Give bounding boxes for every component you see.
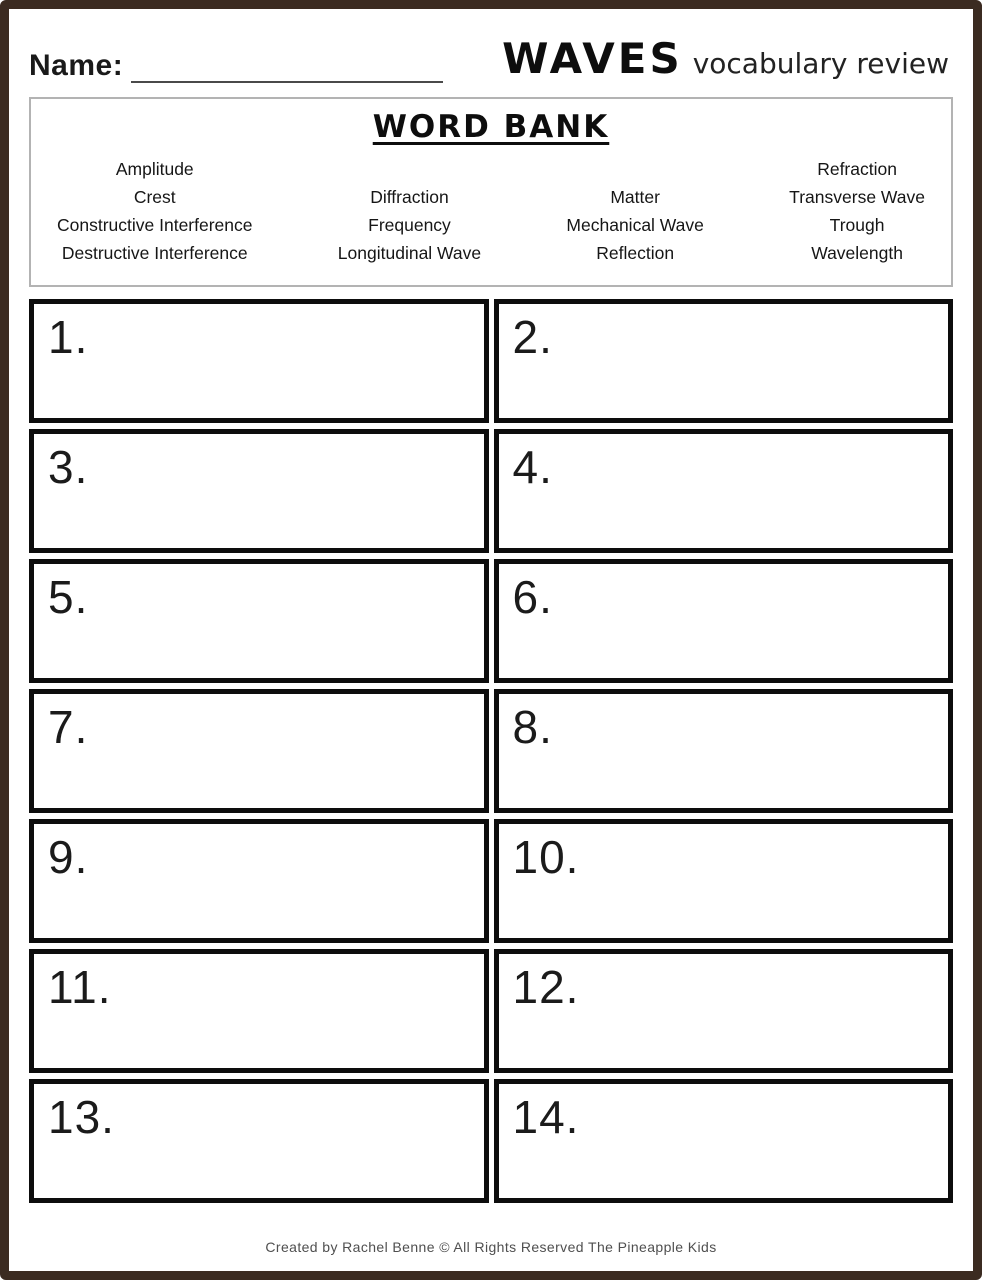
worksheet-title [502, 34, 953, 83]
word-bank-column-1 [57, 155, 253, 267]
answer-number: 1. [48, 311, 89, 363]
answer-cell-12 [494, 949, 954, 1073]
answer-cell-5 [29, 559, 489, 683]
name-label: Name: [29, 49, 124, 82]
answer-cell-4 [494, 429, 954, 553]
name-blank-line [131, 49, 443, 83]
word-bank-term: Mechanical Wave [566, 215, 704, 235]
word-bank-term: Crest [133, 187, 176, 207]
word-bank-term: Destructive Interference [61, 243, 248, 263]
word-bank-term: Refraction [817, 159, 897, 179]
answer-number: 4. [512, 441, 553, 493]
answer-number: 13. [48, 1091, 115, 1143]
answer-cell-13 [29, 1079, 489, 1203]
word-bank-title: WORD BANK [372, 109, 610, 145]
word-bank-columns [57, 155, 925, 267]
answer-cell-8 [494, 689, 954, 813]
answer-cell-11 [29, 949, 489, 1073]
answer-number: 8. [512, 701, 553, 753]
word-bank-term: Trough [829, 215, 885, 235]
word-bank-term: Transverse Wave [789, 187, 925, 207]
answer-cell-2 [494, 299, 954, 423]
title-subtitle: vocabulary review [692, 47, 949, 80]
title-waves: WAVES [502, 34, 683, 83]
word-bank-column-2 [338, 183, 481, 267]
word-bank-term: Matter [610, 187, 660, 207]
word-bank-term: Reflection [596, 243, 675, 263]
answer-cell-1 [29, 299, 489, 423]
word-bank-term: Frequency [368, 215, 451, 235]
answer-cell-10 [494, 819, 954, 943]
answer-number: 9. [48, 831, 89, 883]
word-bank-term: Amplitude [115, 159, 194, 179]
answer-number: 5. [48, 571, 89, 623]
word-bank-term: Wavelength [811, 243, 903, 263]
answer-cell-6 [494, 559, 954, 683]
answer-number: 7. [48, 701, 89, 753]
answer-number: 6. [512, 571, 553, 623]
answer-cell-3 [29, 429, 489, 553]
word-bank [29, 97, 953, 287]
word-bank-term: Longitudinal Wave [337, 243, 482, 263]
header [29, 21, 953, 83]
word-bank-column-3 [566, 183, 703, 267]
answer-cell-14 [494, 1079, 954, 1203]
word-bank-term: Constructive Interference [57, 215, 253, 235]
answer-number: 12. [512, 961, 580, 1013]
answer-number: 2. [512, 311, 553, 363]
name-group [29, 49, 443, 83]
answer-number: 10. [512, 831, 580, 883]
answer-cell-7 [29, 689, 489, 813]
answer-number: 11. [48, 961, 112, 1013]
answer-number: 14. [512, 1091, 580, 1143]
word-bank-term: Diffraction [370, 187, 449, 207]
answer-cell-9 [29, 819, 489, 943]
answer-number: 3. [48, 441, 89, 493]
word-bank-column-4 [789, 155, 925, 267]
footer-credit: Created by Rachel Benne © All Rights Reserved The Pineapple Kids [265, 1239, 717, 1255]
answer-grid [29, 299, 953, 1203]
